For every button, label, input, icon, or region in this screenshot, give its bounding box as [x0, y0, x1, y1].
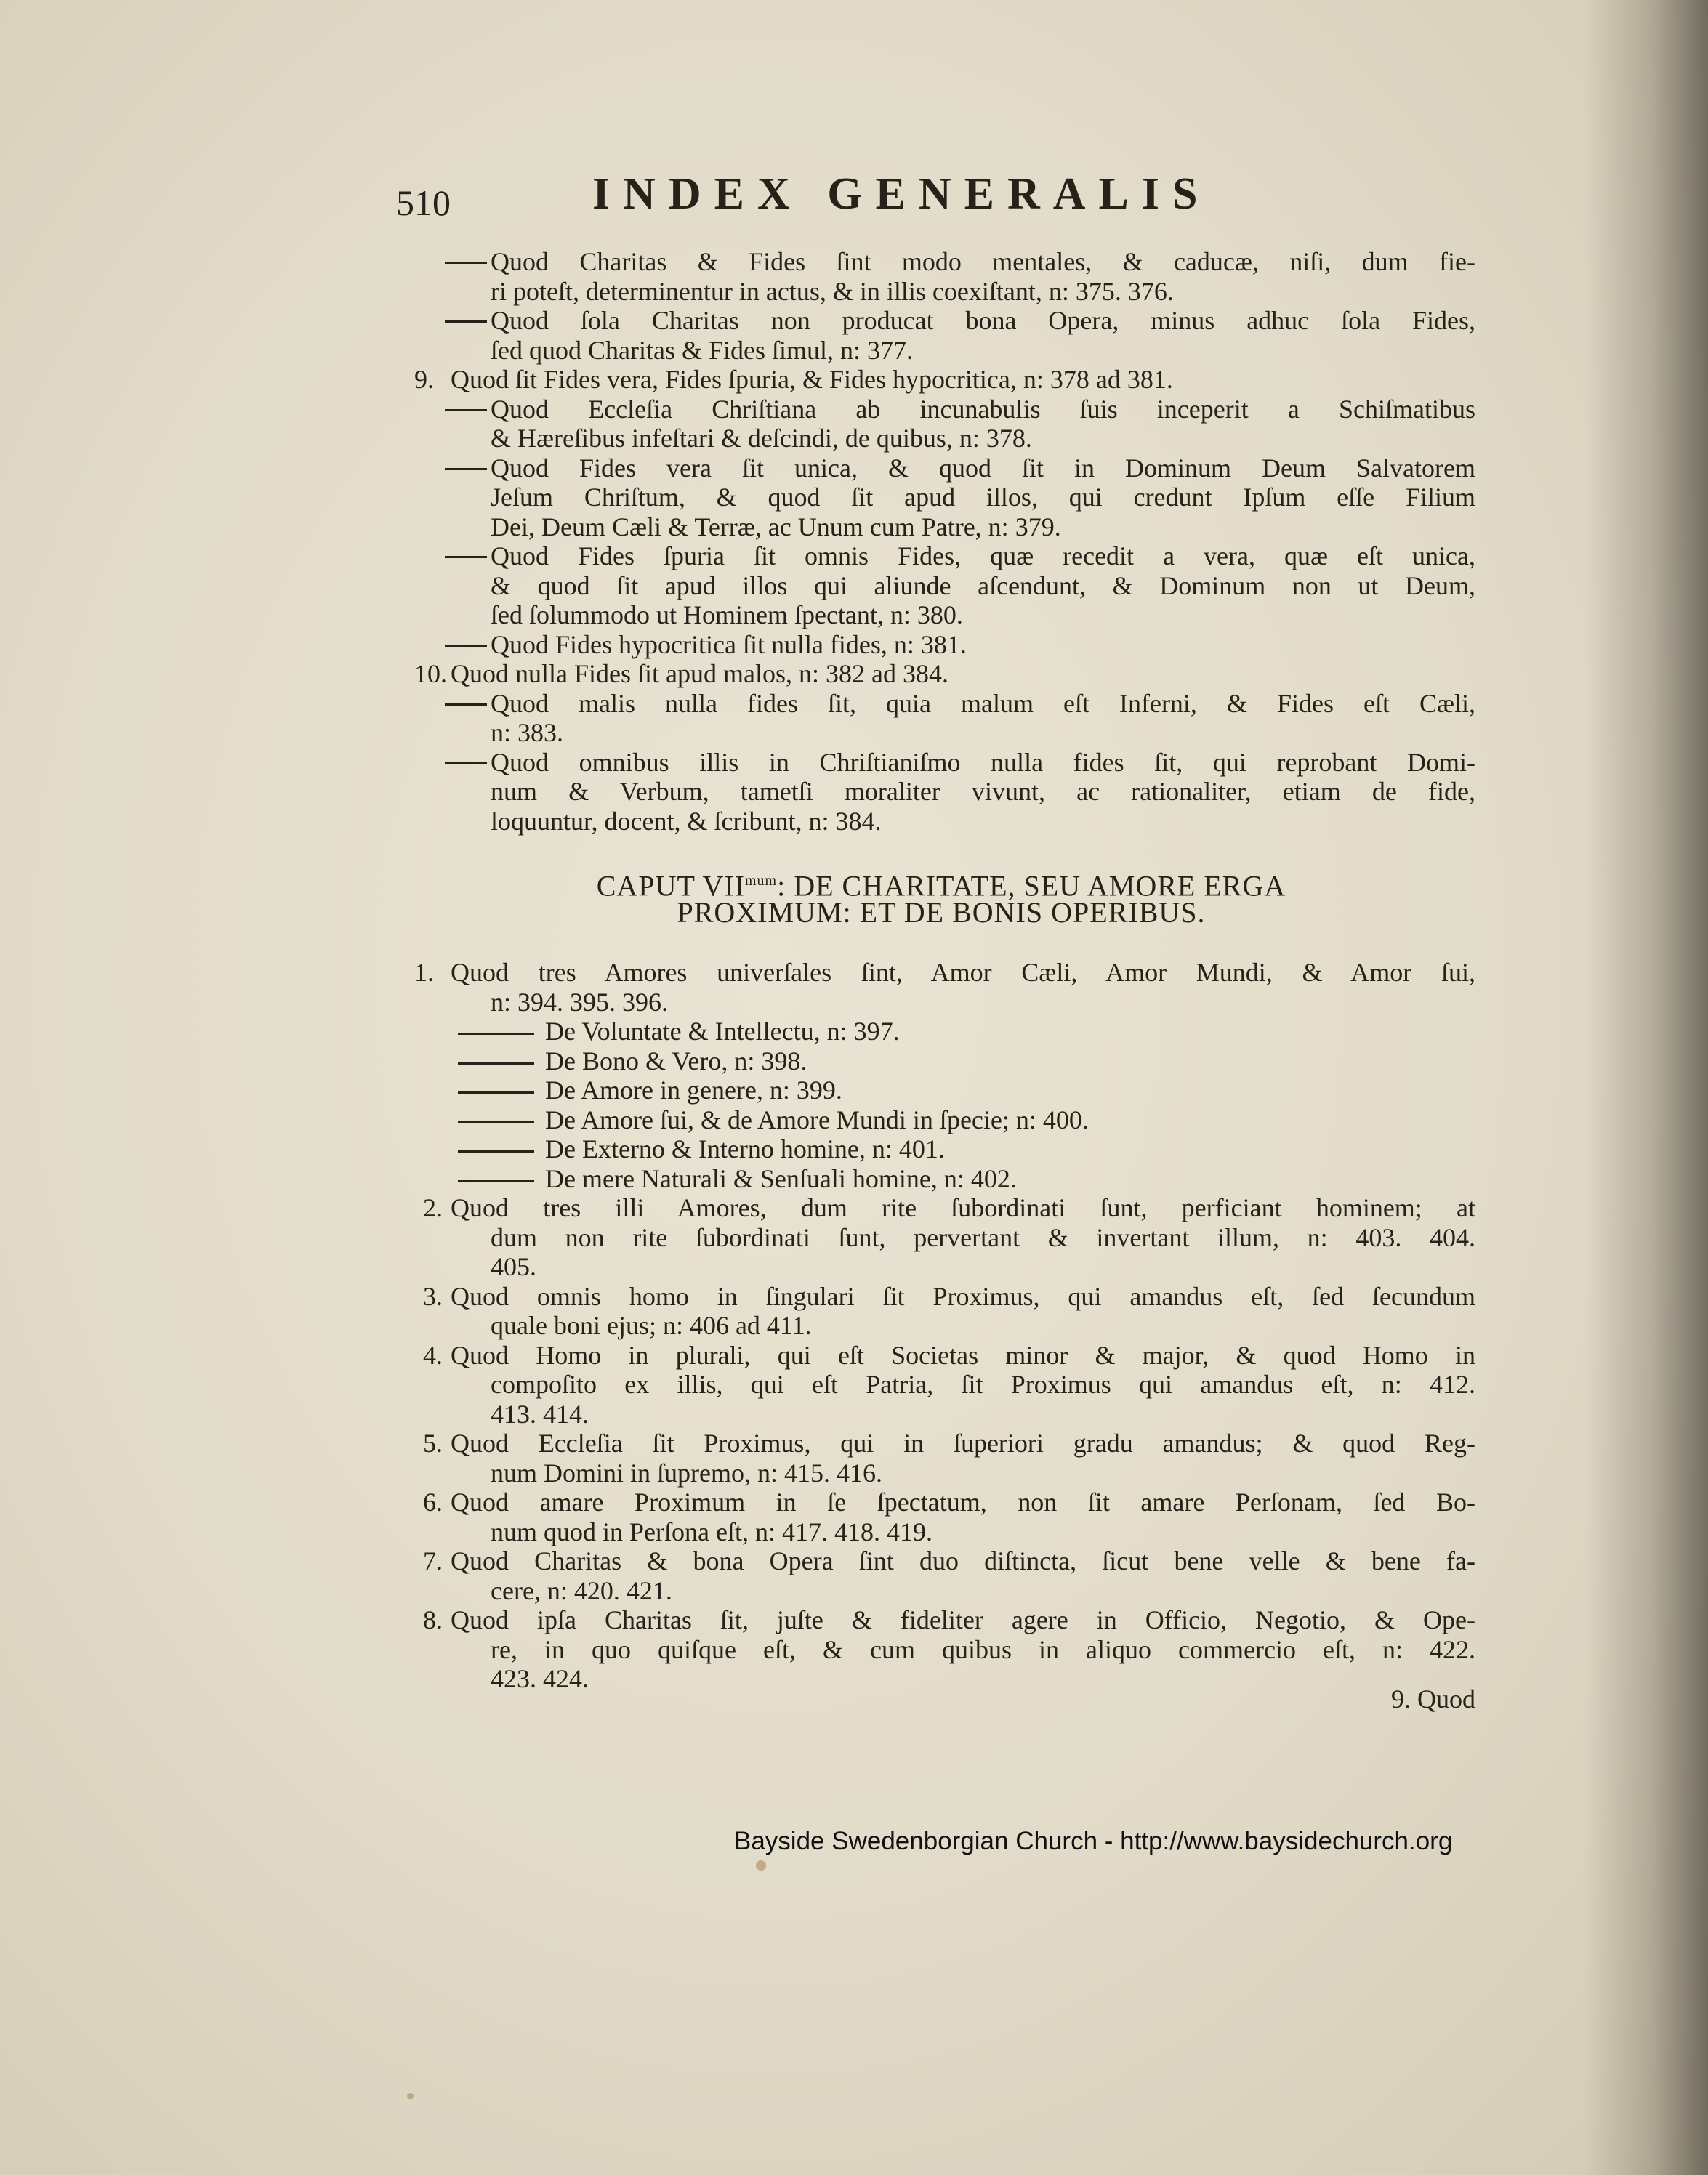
em-rule: [458, 1180, 534, 1182]
em-rule: [445, 762, 487, 764]
entry-number: 5.: [423, 1429, 443, 1458]
index-line: num quod in Perſona eſt, n: 417. 418. 419.: [491, 1517, 932, 1546]
paper-stain: [756, 1860, 766, 1871]
index-line: Jeſum Chriſtum, & quod ſit apud illos, qui credunt Ipſum eſſe Filium: [491, 483, 1475, 512]
index-line: Quod malis nulla fides ſit, quia malum eſt Inferni, & Fides eſt Cæli,: [407, 689, 1475, 719]
index-line: Dei, Deum Cæli & Terræ, ac Unum cum Patre, n: 379.: [491, 512, 1061, 541]
entry-number: 3.: [423, 1281, 443, 1311]
entry-number: 1.: [414, 958, 434, 987]
paper-stain: [407, 2093, 414, 2099]
index-line: quale boni ejus; n: 406 ad 411.: [491, 1311, 812, 1340]
index-subentry: De Amore ſui, & de Amore Mundi in ſpecie; n: 400.: [407, 1105, 1475, 1135]
index-line: cere, n: 420. 421.: [491, 1575, 672, 1605]
index-line: ſed quod Charitas & Fides ſimul, n: 377.: [491, 335, 913, 365]
index-line: 405.: [491, 1252, 536, 1281]
chapter-heading: PROXIMUM: ET DE BONIS OPERIBUS.: [677, 896, 1206, 929]
em-rule: [445, 556, 487, 558]
index-entry: 4. Quod Homo in plurali, qui eſt Societas minor & major, & quod Homo in: [423, 1340, 1475, 1370]
em-rule: [445, 468, 487, 470]
index-subentry: De Bono & Vero, n: 398.: [407, 1046, 1475, 1076]
index-subentry: De Voluntate & Intellectu, n: 397.: [407, 1017, 1475, 1046]
index-line: Quod ſola Charitas non producat bona Opera, minus adhuc ſola Fides,: [407, 306, 1475, 336]
entry-number: 9.: [414, 365, 434, 394]
index-entry: 1. Quod tres Amores univerſales ſint, Amor Cæli, Amor Mundi, & Amor ſui,: [414, 958, 1475, 987]
page-number: 510: [396, 182, 451, 223]
index-line: re, in quo quiſque eſt, & cum quibus in aliquo commercio eſt, n: 422.: [491, 1634, 1475, 1664]
index-entry: 8. Quod ipſa Charitas ſit, juſte & fideliter agere in Officio, Negotio, & Ope-: [423, 1605, 1475, 1634]
index-entry: 9. Quod ſit Fides vera, Fides ſpuria, & Fides hypocritica, n: 378 ad 381.: [414, 365, 1173, 394]
index-line: & quod ſit apud illos qui aliunde aſcendunt, & Dominum non ut Deum,: [491, 570, 1475, 600]
watermark-credit: Bayside Swedenborgian Church - http://www.baysidechurch.org: [734, 1827, 1453, 1855]
entry-number: 10.: [414, 659, 447, 688]
index-line: n: 383.: [491, 718, 564, 747]
em-rule: [445, 409, 487, 411]
index-entry: 3. Quod omnis homo in ſingulari ſit Proximus, qui amandus eſt, ſed ſecundum: [423, 1281, 1475, 1311]
em-rule: [458, 1150, 534, 1153]
index-line: & Hæreſibus infeſtari & deſcindi, de quibus, n: 378.: [491, 424, 1032, 453]
index-line: Quod Charitas & Fides ſint modo mentales, & caducæ, niſi, dum fie-: [407, 247, 1475, 277]
em-rule: [445, 703, 487, 706]
index-line: Quod Fides vera ſit unica, & quod ſit in Dominum Deum Salvatorem: [407, 453, 1475, 483]
index-line: ſed ſolummodo ut Hominem ſpectant, n: 380.: [491, 600, 963, 629]
index-line: dum non rite ſubordinati ſunt, pervertant & invertant illum, n: 403. 404.: [491, 1222, 1475, 1252]
index-entry: 10. Quod nulla Fides ſit apud malos, n: 382 ad 384.: [414, 659, 948, 688]
index-line: Quod Fides hypocritica ſit nulla fides, n: 381.: [407, 630, 1475, 660]
running-title: INDEX GENERALIS: [592, 169, 1211, 219]
index-line: ri poteſt, determinentur in actus, & in illis coexiſtant, n: 375. 376.: [491, 276, 1174, 306]
index-line: compoſito ex illis, qui eſt Patria, ſit Proximus qui amandus eſt, n: 412.: [491, 1370, 1475, 1399]
index-line: Quod Fides ſpuria ſit omnis Fides, quæ recedit a vera, quæ eſt unica,: [407, 541, 1475, 571]
catchword: 9. Quod: [1391, 1684, 1475, 1714]
index-text: [407, 247, 1475, 1714]
entry-number: 6.: [423, 1488, 443, 1517]
index-subentry: De Amore in genere, n: 399.: [407, 1076, 1475, 1105]
chapter-heading: CAPUT $VII^{mum}$: DE CHARITATE, SEU AMORE ERGA: [596, 869, 1286, 903]
index-subentry: De mere Naturali & Senſuali homine, n: 402.: [407, 1164, 1475, 1194]
index-subentry: De Externo & Interno homine, n: 401.: [407, 1134, 1475, 1164]
index-line: 413. 414.: [491, 1399, 589, 1429]
entry-number: 2.: [423, 1193, 443, 1222]
index-entry: 2. Quod tres illi Amores, dum rite ſubordinati ſunt, perficiant hominem; at: [423, 1193, 1475, 1222]
em-rule: [458, 1033, 534, 1035]
entry-number: 4.: [423, 1340, 443, 1370]
index-line: num & Verbum, tametſi moraliter vivunt, ac rationaliter, etiam de fide,: [491, 777, 1475, 806]
em-rule: [445, 645, 487, 647]
index-line: loquuntur, docent, & ſcribunt, n: 384.: [491, 806, 882, 836]
index-line: Quod Eccleſia Chriſtiana ab incunabulis ſuis inceperit a Schiſmatibus: [407, 395, 1475, 424]
index-entry: 6. Quod amare Proximum in ſe ſpectatum, non ſit amare Perſonam, ſed Bo-: [423, 1488, 1475, 1517]
em-rule: [445, 262, 487, 264]
em-rule: [445, 320, 487, 323]
index-line: num Domini in ſupremo, n: 415. 416.: [491, 1458, 882, 1488]
index-entry: 7. Quod Charitas & bona Opera ſint duo diſtincta, ſicut bene velle & bene fa-: [423, 1546, 1475, 1575]
running-head: [396, 169, 1486, 227]
page-gutter-shadow: [1584, 0, 1708, 2175]
index-line: n: 394. 395. 396.: [491, 987, 669, 1017]
em-rule: [458, 1091, 534, 1094]
index-entry: 5. Quod Eccleſia ſit Proximus, qui in ſuperiori gradu amandus; & quod Reg-: [423, 1429, 1475, 1458]
index-line: Quod omnibus illis in Chriſtianiſmo nulla fides ſit, qui reprobant Domi-: [407, 748, 1475, 778]
em-rule: [458, 1121, 534, 1123]
entry-number: 8.: [423, 1605, 443, 1634]
em-rule: [458, 1062, 534, 1065]
index-line: 423. 424. 9. Quod: [491, 1664, 1475, 1714]
entry-number: 7.: [423, 1546, 443, 1575]
